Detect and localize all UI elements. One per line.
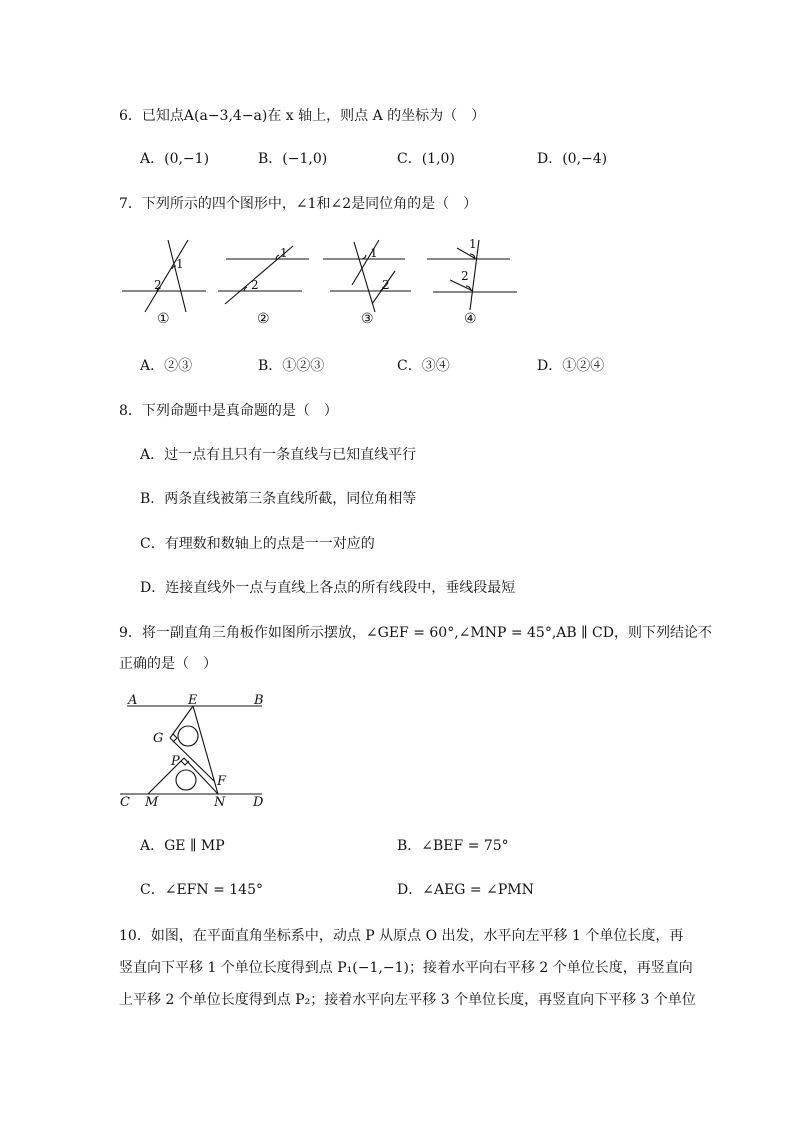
q8-option-c: C．有理数和数轴上的点是一一对应的 (140, 536, 375, 552)
q7-stem: 7．下列所示的四个图形中，∠1和∠2是同位角的是（ ） (119, 196, 478, 212)
q6-option-a: A．(0,−1) (140, 151, 210, 167)
q9-option-c: C．∠EFN = 145° (140, 882, 263, 898)
fig1-label: ① (157, 311, 170, 327)
point-c-label: C (120, 795, 130, 810)
q9-stem-line2: 正确的是（ ） (119, 656, 217, 672)
q8-option-a: A．过一点有且只有一条直线与已知直线平行 (140, 447, 417, 463)
point-p-label: P (171, 754, 180, 769)
q7-option-a: A．②③ (140, 358, 193, 374)
q7-option-d: D．①②④ (537, 358, 605, 374)
fig2-angle1-label: 1 (280, 246, 288, 260)
point-b-label: B (254, 693, 264, 708)
fig2-angle2-label: 2 (251, 278, 259, 292)
fig1-angle1-label: 1 (176, 257, 184, 271)
fig4-label: ④ (464, 311, 477, 327)
q7-option-c: C．③④ (397, 358, 450, 374)
fig3-angle2-label: 2 (382, 278, 390, 292)
q10-line1: 10．如图，在平面直角坐标系中，动点 P 从原点 O 出发，水平向左平移 1 个单位长度，再 (119, 928, 684, 944)
point-d-label: D (253, 795, 264, 810)
point-f-label: F (217, 774, 227, 789)
q10-line3: 上平移 2 个单位长度得到点 P₂；接着水平向左平移 3 个单位长度，再竖直向下平移 3 个单位 (119, 992, 696, 1008)
q6-option-d: D．(0,−4) (537, 151, 608, 167)
q9-option-a: A．GE ∥ MP (140, 838, 225, 854)
q9-option-b: B．∠BEF = 75° (397, 838, 509, 854)
point-n-label: N (214, 795, 226, 810)
fig3-label: ③ (361, 311, 374, 327)
q9-stem-line1: 9．将一副直角三角板作如图所示摆放，∠GEF = 60°,∠MNP = 45°,AB ∥ CD，则下列结论不 (119, 625, 712, 641)
fig4-angle1-label: 1 (469, 237, 477, 251)
point-m-label: M (145, 795, 159, 810)
q8-stem: 8．下列命题中是真命题的是（ ） (119, 403, 338, 419)
q7-option-b: B．①②③ (258, 358, 325, 374)
q6-stem: 6．已知点A(a−3,4−a)在 x 轴上，则点 A 的坐标为（ ） (119, 108, 486, 124)
q10-line2: 竖直向下平移 1 个单位长度得到点 P₁(−1,−1)；接着水平向右平移 2 个单位长度，再竖直向 (119, 960, 693, 976)
q6-option-b: B．(−1,0) (258, 151, 328, 167)
fig3-angle1-label: 1 (370, 246, 378, 260)
q9-option-d: D．∠AEG = ∠PMN (397, 882, 534, 898)
q8-option-d: D．连接直线外一点与直线上各点的所有线段中，垂线段最短 (140, 580, 516, 596)
fig1-angle2-label: 2 (154, 278, 162, 292)
fig4-angle2-label: 2 (461, 269, 469, 283)
fig2-label: ② (257, 311, 270, 327)
q6-option-c: C．(1,0) (397, 151, 455, 167)
point-e-label: E (188, 693, 198, 708)
point-a-label: A (128, 693, 138, 708)
q8-option-b: B．两条直线被第三条直线所截，同位角相等 (140, 491, 417, 507)
point-g-label: G (153, 731, 164, 746)
